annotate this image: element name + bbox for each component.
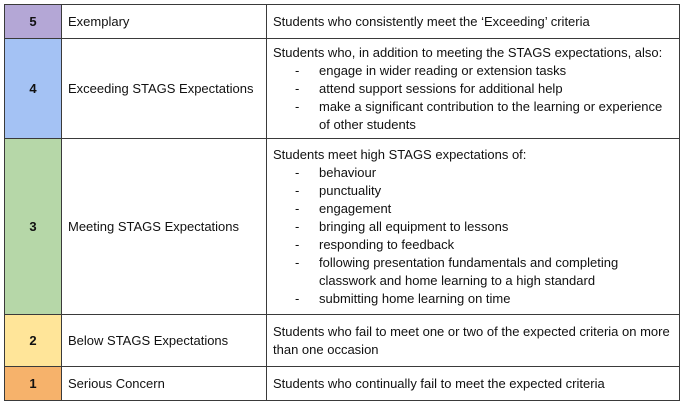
criteria-item <box>273 98 673 134</box>
criteria-text: behaviour <box>319 164 377 180</box>
criteria-text: engagement <box>319 200 392 216</box>
description-intro: Students who fail to meet one or two of the expected criteria on more than one occasion <box>273 323 670 357</box>
dash-bullet: - <box>295 182 300 198</box>
criteria-text: engage in wider reading or extension tasks <box>319 62 567 78</box>
dash-bullet: - <box>295 164 300 180</box>
criteria-text: punctuality <box>319 182 382 198</box>
criteria-list <box>273 62 673 134</box>
level-title-cell: Below STAGS Expectations <box>62 315 267 367</box>
dash-bullet: - <box>295 80 300 96</box>
rubric-row-level-1 <box>5 367 680 401</box>
level-number-cell: 2 <box>5 315 62 367</box>
description-intro: Students who, in addition to meeting the STAGS expectations, also: <box>273 44 663 60</box>
expectations-rubric-table <box>4 4 680 401</box>
dash-bullet: - <box>295 290 300 306</box>
criteria-text: bringing all equipment to lessons <box>319 218 509 234</box>
level-number-cell: 4 <box>5 39 62 139</box>
criteria-item <box>273 80 673 98</box>
dash-bullet: - <box>295 254 300 270</box>
level-description-cell <box>267 39 680 139</box>
level-title-cell: Exemplary <box>62 5 267 39</box>
criteria-item <box>273 62 673 80</box>
level-description-cell <box>267 367 680 401</box>
level-number-cell: 3 <box>5 139 62 315</box>
criteria-item <box>273 200 673 218</box>
criteria-item <box>273 254 673 290</box>
dash-bullet: - <box>295 218 300 234</box>
criteria-text: make a significant contribution to the learning or experience of other students <box>319 98 663 132</box>
criteria-item <box>273 218 673 236</box>
criteria-item <box>273 182 673 200</box>
dash-bullet: - <box>295 236 300 252</box>
criteria-text: responding to feedback <box>319 236 455 252</box>
dash-bullet: - <box>295 200 300 216</box>
rubric-row-level-5 <box>5 5 680 39</box>
dash-bullet: - <box>295 62 300 78</box>
level-description-cell <box>267 315 680 367</box>
level-description-cell <box>267 139 680 315</box>
level-title-cell: Exceeding STAGS Expectations <box>62 39 267 139</box>
level-title-cell: Serious Concern <box>62 367 267 401</box>
rubric-row-level-3 <box>5 139 680 315</box>
criteria-text: submitting home learning on time <box>319 290 511 306</box>
criteria-item <box>273 236 673 254</box>
criteria-item <box>273 164 673 182</box>
rubric-row-level-4 <box>5 39 680 139</box>
level-number-cell: 5 <box>5 5 62 39</box>
criteria-list <box>273 164 673 308</box>
criteria-text: attend support sessions for additional help <box>319 80 563 96</box>
level-description-cell <box>267 5 680 39</box>
criteria-text: following presentation fundamentals and completing classwork and home learning to a high standard <box>319 254 619 288</box>
rubric-row-level-2 <box>5 315 680 367</box>
criteria-item <box>273 290 673 308</box>
description-intro: Students meet high STAGS expectations of: <box>273 146 527 162</box>
description-intro: Students who continually fail to meet the expected criteria <box>273 375 605 391</box>
dash-bullet: - <box>295 98 300 114</box>
level-number-cell: 1 <box>5 367 62 401</box>
description-intro: Students who consistently meet the ‘Exceeding’ criteria <box>273 13 590 29</box>
level-title-cell: Meeting STAGS Expectations <box>62 139 267 315</box>
